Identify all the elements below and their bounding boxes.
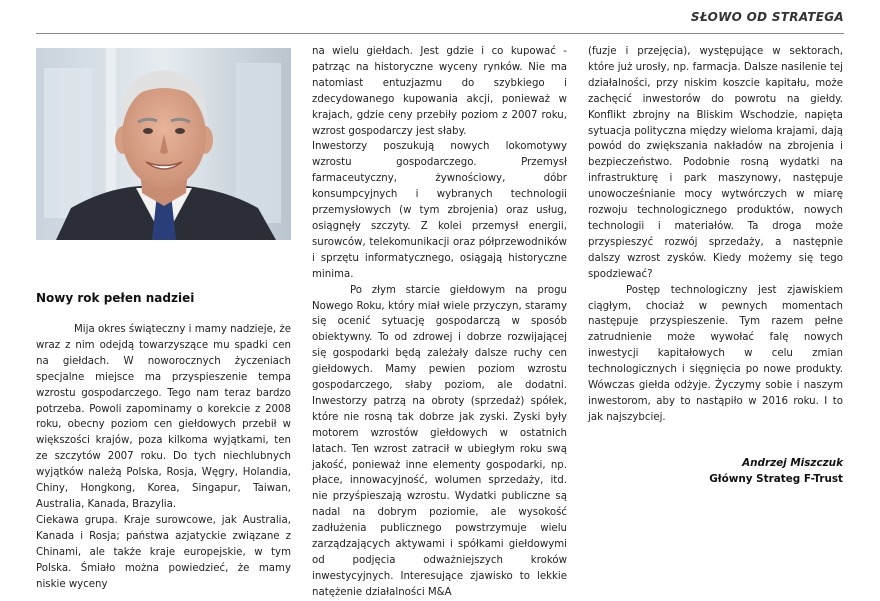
paragraph: Po złym starcie giełdowym na progu Nowego Roku, który miał wiele przyczyn, staramy się ocenić sytuację gospodarczą w sposób obiektywny. To od zdrowej i dobrze rozwijającej się gospodarki będą zależały dalsze ruchy cen giełdowych. Mamy pewien poziom wzrostu gospodarczego, słaby poziom, ale dodatni. Inwestorzy patrzą na obroty (sprzedaż) spółek, które nie rosną tak dobrze jak zyski. Zyski były motorem wzrostów giełdowych w ostatnich latach. Ten wzrost zatracił w ubiegłym roku swą jakość, ponieważ inne elementy gospodarki, np. płace, innowacyjność, wolumen sprzedaży, itd. nie przyśpieszają wzrostu. Wydatki publiczne są nadal na dobrym poziomie, ale wysokość zadłużenia publicznego powstrzymuje wielu zarządzających aktywami i spółkami giełdowymi od podjęcia odważniejszych kroków inwestycyjnych. Interesujące zjawisko to lekkie natężenie działalności M&A [312,284,567,598]
article-column-1 [36,322,291,592]
header-divider [36,33,844,34]
author-signature [588,455,843,487]
paragraph: Ciekawa grupa. Kraje surowcowe, jak Australia, Kanada i Rosja; państwa azjatyckie związane z Chinami, ale także kraje europejskie, w tym Polska. Śmiało można powiedzieć, że mamy niskie wyceny [36,514,291,590]
paragraph: na wielu giełdach. Jest gdzie i co kupować - patrząc na historyczne wyceny rynków. Nie ma natomiast entuzjazmu do szybkiego i zdecydowanego kupowania akcji, ponieważ w krajach, gdzie ceny przebiły poziom z 2007 roku, wzrost gospodarczy jest słaby. [312,46,567,137]
article-column-3 [588,44,843,426]
author-title: Główny Strateg F-Trust [709,473,843,485]
author-portrait [36,48,291,240]
paragraph: (fuzje i przejęcia), występujące w sektorach, które już urosły, np. farmacja. Dalsze nasilenie tej działalności, przy niskim koszcie kapitału, może zachęcić inwestorów do powrotu na giełdy. Konflikt zbrojny na Bliskim Wschodzie, napięta sytuacja polityczna między wieloma krajami, dają powód do zwiększania nakładów na zbrojenia i bezpieczeństwo. Podobnie rosną wydatki na infrastrukturę i park maszynowy, następuje unowocześnianie mocy wytwórczych w miarę rozwoju technologicznego produktów, nowych technologii i materiałów. Ta droga może przyspieszyć rozwój sprzedaży, a następnie dalszy wzrost zysków. Kiedy możemy się tego spodziewać? [588,46,843,280]
article-column-2 [312,44,567,601]
author-name: Andrzej Miszczuk [742,457,843,469]
paragraph: Inwestorzy poszukują nowych lokomotywy wzrostu gospodarczego. Przemysł farmaceutyczny, żywnościowy, dóbr konsumpcyjnych i wybranych technologii przemysłowych (w tym zbrojenia) oraz usług, osiągnęły szczyty. Z kolei przemysł energii, surowców, telekomunikacji oraz półprzewodników i sprzętu informatycznego, osiągają historyczne minima. [312,141,567,280]
section-header: SŁOWO OD STRATEGA [690,10,844,24]
article-headline: Nowy rok pełen nadziei [36,291,195,305]
paragraph: Mija okres świąteczny i mamy nadzieje, że wraz z nim odejdą towarzyszące mu spadki cen na giełdach. W noworocznych życzeniach specjalne miejsce ma przyspieszenie tempa wzrostu gospodarczego. Tego nam teraz bardzo potrzeba. Powoli zapominamy o korekcie z 2008 roku, obecny poziom cen giełdowych przebił w większości krajów, poza kilkoma wyjątkami, ten ze szczytów 2007 roku. Do tych niechlubnych wyjątków należą Polska, Rosja, Węgry, Holandia, Chiny, Hongkong, Korea, Singapur, Taiwan, Australia, Kanada, Brazylia. [36,324,291,510]
paragraph: Postęp technologiczny jest zjawiskiem ciągłym, chociaż w pewnych momentach następuje przyspieszenie. Tym razem pełne zatrudnienie może wywołać falę nowych inwestycji kapitałowych w celu zmian technologicznych i sięgnięcia po nowe produkty. Wówczas giełda odżyje. Życzymy sobie i naszym inwestorom, aby to nastąpiło w 2016 roku. I to jak najszybciej. [588,284,843,423]
